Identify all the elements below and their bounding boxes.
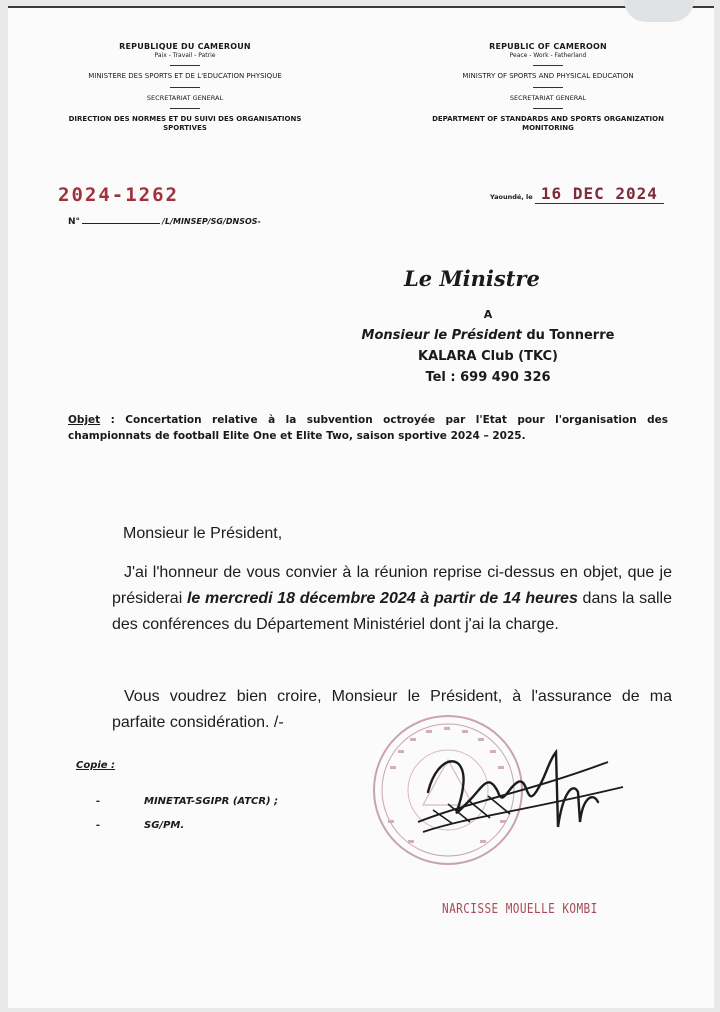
recipient-line-1 — [328, 325, 648, 346]
body-paragraph-2: Vous voudrez bien croire, Monsieur le Président, à l'assurance de ma parfaite considération. /- — [112, 688, 672, 731]
header-left-secretariat: SECRETARIAT GENERAL — [146, 94, 224, 102]
sender-title: Le Ministre — [404, 266, 540, 291]
header-left — [60, 42, 310, 133]
body-paragraph-1 — [112, 560, 672, 638]
header-right — [423, 42, 673, 133]
reference-code: /L/MINSEP/SG/DNSOS- — [162, 217, 261, 226]
header-right-department: DEPARTMENT OF STANDARDS AND SPORTS ORGANIZATION MONITORING — [432, 115, 664, 132]
recipient-line-2: KALARA Club (TKC) — [418, 349, 558, 364]
subject-label: Objet — [68, 414, 101, 426]
date-stamp: 16 DEC 2024 — [535, 184, 664, 204]
subject-block — [68, 412, 668, 444]
recipient-a: A — [483, 308, 493, 321]
header-left-country: REPUBLIQUE DU CAMEROUN — [119, 42, 251, 51]
recipient-phone: Tel : 699 490 326 — [425, 370, 551, 385]
divider — [170, 65, 200, 66]
meeting-date-emphasis: le mercredi 18 décembre 2024 à partir de 14 heures — [186, 590, 578, 607]
reference-blank — [82, 223, 160, 224]
corner-mark — [624, 0, 694, 22]
list-item: - SG/PM. — [96, 820, 185, 831]
reference-line — [68, 217, 261, 227]
letter-page — [8, 6, 714, 1008]
header-right-motto: Peace - Work - Fatherland — [509, 52, 587, 59]
copies-label: Copie : — [76, 760, 116, 771]
header-right-country: REPUBLIC OF CAMEROON — [489, 42, 607, 51]
reference-stamp-number: 2024-1262 — [58, 184, 179, 206]
divider — [533, 108, 563, 109]
divider — [533, 65, 563, 66]
signer-name: NARCISSE MOUELLE KOMBI — [442, 902, 598, 917]
recipient-block — [328, 304, 648, 388]
subject-text: : Concertation relative à la subvention octroyée par l'Etat pour l'organisation des championnats de football Elite One et Elite Two, saison sportive 2024 – 2025. — [68, 414, 668, 442]
signature-icon — [408, 732, 648, 852]
copies-list — [96, 790, 278, 838]
divider — [533, 87, 563, 88]
reference-prefix: N° — [68, 217, 81, 227]
list-item: - MINETAT-SGIPR (ATCR) ; — [96, 796, 279, 807]
header-left-ministry: MINISTERE DES SPORTS ET DE L'EDUCATION PHYSIQUE — [88, 72, 282, 80]
header-right-secretariat: SECRETARIAT GENERAL — [509, 94, 587, 102]
header-right-ministry: MINISTRY OF SPORTS AND PHYSICAL EDUCATION — [462, 72, 634, 80]
salutation: Monsieur le Président, — [123, 525, 283, 542]
header-left-motto: Paix - Travail - Patrie — [154, 52, 216, 59]
date-line — [490, 184, 664, 203]
body-p1-start: J'ai l'honneur de vous convier à la réunion reprise ci-dessus en objet, que je présiderai — [112, 564, 672, 607]
divider — [170, 87, 200, 88]
recipient-club-start: du Tonnerre — [521, 328, 615, 343]
recipient-title: Monsieur le Président — [361, 328, 522, 343]
date-place: Yaoundé, le — [490, 193, 533, 201]
body-p1-end: dans la salle des conférences du Département Ministériel dont j'ai la charge. — [112, 590, 672, 633]
header-left-direction: DIRECTION DES NORMES ET DU SUIVI DES ORGANISATIONS SPORTIVES — [68, 115, 302, 132]
divider — [170, 108, 200, 109]
